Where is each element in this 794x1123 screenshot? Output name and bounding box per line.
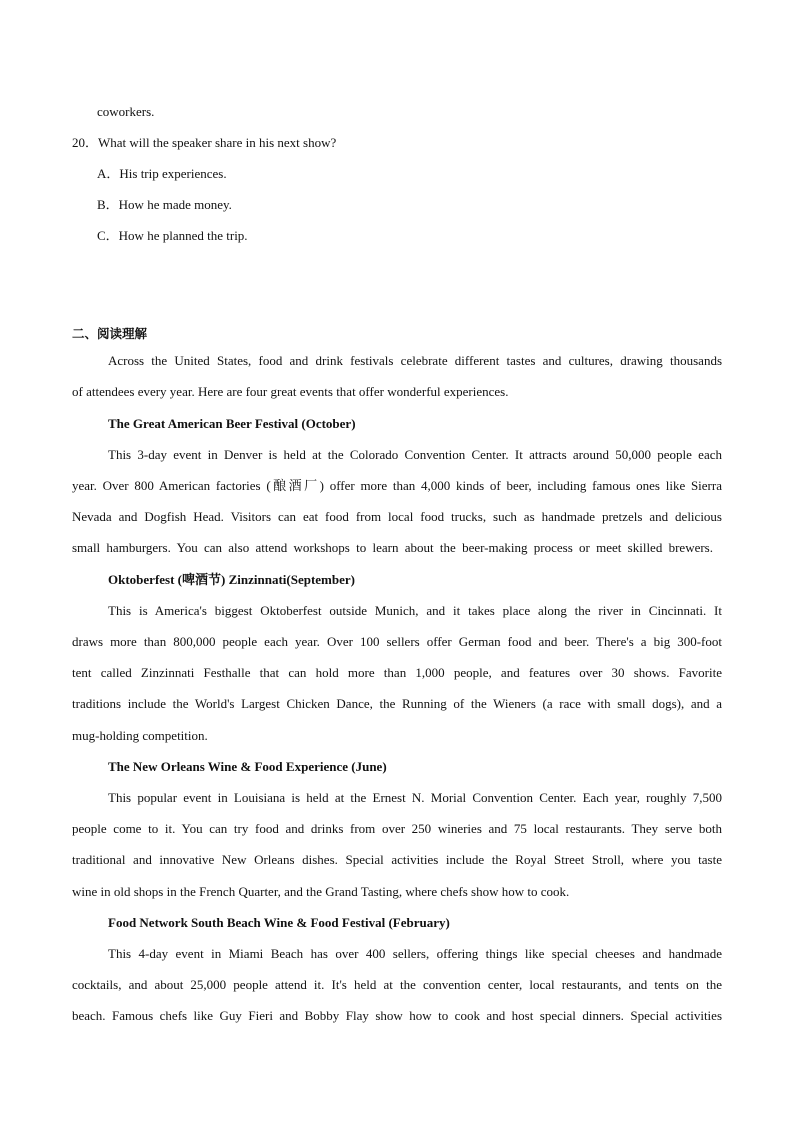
festival-3-line-1: This popular event in Louisiana is held at the Ernest N. Morial Convention Center. Each year, roughly 7,500 (108, 790, 722, 805)
festival-1-line-1: This 3-day event in Denver is held at the Colorado Convention Center. It attracts around 50,000 people each (108, 447, 722, 462)
question-20-option-b: B．How he made money. (97, 197, 232, 212)
festival-2-line-4: traditions include the World's Largest Chicken Dance, the Running of the Wieners (a race with small dogs), and a (72, 696, 722, 711)
question-20-option-c: C．How he planned the trip. (97, 228, 248, 243)
festival-2-line-1: This is America's biggest Oktoberfest outside Munich, and it takes place along the river in Cincinnati. It (108, 603, 722, 618)
festival-2-line-2: draws more than 800,000 people each year. Over 100 sellers offer German food and beer. There's a big 300-foot (72, 634, 722, 649)
section-title: 二、阅读理解 (72, 326, 148, 341)
festival-4-title: Food Network South Beach Wine & Food Festival (February) (108, 915, 450, 930)
intro-line-1: Across the United States, food and drink festivals celebrate different tastes and cultures, drawing thousands (108, 353, 722, 368)
festival-1-line-3: Nevada and Dogfish Head. Visitors can eat food from local food trucks, such as handmade pretzels and delicious (72, 509, 722, 524)
festival-4-line-2: cocktails, and about 25,000 people attend it. It's held at the convention center, local restaurants, and tents on the (72, 977, 722, 992)
festival-4-line-1: This 4-day event in Miami Beach has over 400 sellers, offering things like special cheeses and handmade (108, 946, 722, 961)
question-20-stem: 20．What will the speaker share in his next show? (72, 135, 337, 150)
festival-3-line-3: traditional and innovative New Orleans dishes. Special activities include the Royal Street Stroll, where you taste (72, 852, 722, 867)
festival-1-line-4: small hamburgers. You can also attend workshops to learn about the beer-making process or meet skilled brewers. (72, 540, 713, 555)
festival-3-line-4: wine in old shops in the French Quarter, and the Grand Tasting, where chefs show how to cook. (72, 884, 570, 899)
festival-2-line-3: tent called Zinzinnati Festhalle that can hold more than 1,000 people, and features over 30 shows. Favorite (72, 665, 722, 680)
intro-line-2: of attendees every year. Here are four great events that offer wonderful experiences. (72, 384, 509, 399)
previous-option-continuation: coworkers. (97, 104, 155, 119)
festival-2-title: Oktoberfest (啤酒节) Zinzinnati(September) (108, 572, 355, 587)
festival-1-line-2: year. Over 800 American factories (酿酒厂) offer more than 4,000 kinds of beer, including famous ones like Sierra (72, 478, 722, 493)
festival-4-line-3: beach. Famous chefs like Guy Fieri and Bobby Flay show how to cook and host special dinners. Special activities (72, 1008, 722, 1023)
question-20-option-a: A．His trip experiences. (97, 166, 227, 181)
festival-2-line-5: mug-holding competition. (72, 728, 208, 743)
festival-3-title: The New Orleans Wine & Food Experience (June) (108, 759, 387, 774)
festival-1-title: The Great American Beer Festival (October) (108, 416, 356, 431)
festival-3-line-2: people come to it. You can try food and drinks from over 250 wineries and 75 local restaurants. They serve both (72, 821, 722, 836)
